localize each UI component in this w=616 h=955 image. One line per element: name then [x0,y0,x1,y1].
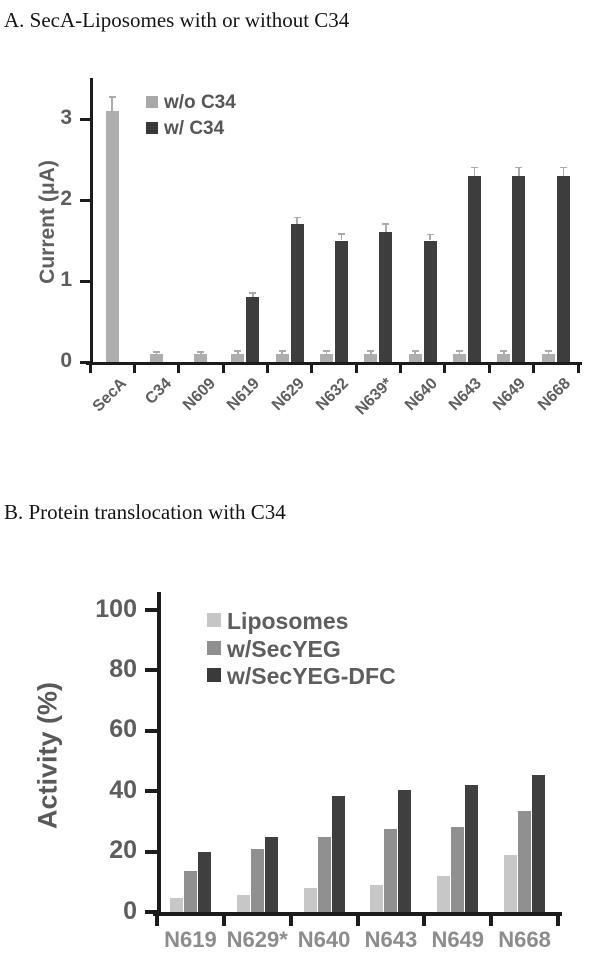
bar [335,241,348,363]
bar [512,176,525,362]
bar [237,895,250,912]
bar [364,354,377,362]
bar [276,354,289,362]
panel-b-title: B. Protein translocation with C34 [4,500,286,524]
legend-label: Liposomes [227,608,349,634]
bar [150,354,163,362]
x-tick [155,916,159,926]
bar [291,224,304,362]
bar [451,827,464,912]
error-bar-cap [545,350,552,352]
x-tick [266,365,269,373]
x-category-label: C34 [141,375,175,408]
legend-label: w/SecYEG-DFC [227,663,396,689]
bar [332,796,345,912]
x-category-label: N619 [224,375,264,415]
x-category-label: N629* [226,927,288,952]
y-tick-label: 1 [60,267,72,291]
x-category-label: N619 [164,927,217,952]
x-category-label: N639* [352,375,397,419]
y-tick [145,910,157,914]
legend-label: w/SecYEG [227,635,341,662]
error-bar-cap [500,350,507,352]
legend-label: w/o C34 [164,92,236,113]
x-tick [399,365,402,373]
x-category-label: N668 [534,375,574,415]
legend-swatch [207,613,221,627]
x-tick [577,365,580,373]
x-tick [133,365,136,373]
error-bar-cap [249,292,256,294]
error-bar-cap [109,96,116,98]
y-tick-label: 100 [95,594,137,623]
panel-a-title: A. SecA-Liposomes with or without C34 [4,8,350,32]
legend-swatch [207,668,221,682]
y-axis [90,78,93,365]
bar [246,297,259,362]
x-tick [556,916,560,926]
x-category-label: N632 [312,375,353,415]
error-bar [474,168,476,176]
bar [409,354,422,362]
y-axis-title: Current (μA) [36,160,59,284]
x-tick [89,365,92,373]
error-bar [111,97,113,111]
x-tick [488,365,491,373]
bar [251,849,264,912]
bar [542,354,555,362]
bar [318,837,331,913]
x-category-label: N640 [401,375,441,415]
y-tick [80,118,90,121]
y-tick-label: 20 [109,836,137,865]
legend-swatch [146,122,158,134]
bar [468,176,481,362]
bar [398,790,411,912]
x-category-label: N643 [364,927,418,952]
y-tick-label: 2 [60,186,72,210]
bar [384,829,397,912]
error-bar-cap [294,217,301,219]
x-tick [489,916,493,926]
bar [184,871,197,912]
x-tick [222,365,225,373]
error-bar-cap [427,234,434,236]
bar [194,354,207,362]
error-bar [296,218,298,224]
x-tick [222,916,226,926]
x-axis [86,362,582,365]
y-tick-label: 60 [109,715,137,744]
y-tick [145,729,157,733]
x-tick [177,365,180,373]
error-bar-cap [367,350,374,352]
error-bar [385,224,387,232]
error-bar-cap [471,167,478,169]
x-tick [310,365,313,373]
error-bar-cap [279,350,286,352]
bar [518,811,531,912]
bar [504,855,517,912]
bar [198,852,211,912]
error-bar [518,168,520,176]
y-tick [80,199,90,202]
bar [532,775,545,912]
error-bar-cap [234,350,241,352]
y-axis [157,592,161,916]
y-tick [80,361,90,364]
x-tick [532,365,535,373]
error-bar-cap [382,223,389,225]
x-category-label: N668 [498,927,551,952]
bar [320,354,333,362]
error-bar-cap [323,350,330,352]
legend-swatch [207,641,221,655]
x-category-label: N643 [446,375,486,415]
bar [304,888,317,912]
x-tick [443,365,446,373]
x-category-label: N649 [490,375,530,415]
bar [170,898,183,912]
y-tick [145,789,157,793]
error-bar-cap [153,351,160,353]
legend-swatch [146,96,158,108]
y-tick-label: 0 [123,896,137,925]
error-bar [252,293,254,297]
x-category-label: N609 [179,375,219,415]
error-bar-cap [560,167,567,169]
error-bar-cap [456,350,463,352]
error-bar [563,168,565,176]
y-tick-label: 40 [109,775,137,804]
bar [424,241,437,363]
x-category-label: SecA [89,375,131,416]
error-bar-cap [197,351,204,353]
x-tick [422,916,426,926]
y-tick [145,850,157,854]
x-category-label: N629 [268,375,308,415]
bar [106,111,119,362]
error-bar-cap [412,350,419,352]
x-tick [289,916,293,926]
error-bar-cap [338,233,345,235]
bar [497,354,510,362]
bar [557,176,570,362]
error-bar [429,235,431,241]
bar [437,876,450,912]
bar [370,885,383,912]
bar [453,354,466,362]
y-tick-label: 3 [60,105,72,129]
error-bar [341,234,343,240]
legend-label: w/ C34 [164,118,225,139]
y-tick-label: 80 [109,654,137,683]
y-tick-label: 0 [60,348,72,372]
x-tick [355,365,358,373]
y-tick [145,668,157,672]
y-tick [80,280,90,283]
bar [265,837,278,913]
bar [465,785,478,912]
bar [379,232,392,362]
x-tick [356,916,360,926]
x-category-label: N649 [431,927,485,952]
y-tick [145,608,157,612]
x-category-label: N640 [297,927,351,952]
error-bar-cap [515,167,522,169]
y-axis-title: Activity (%) [32,682,63,830]
bar [231,354,244,362]
